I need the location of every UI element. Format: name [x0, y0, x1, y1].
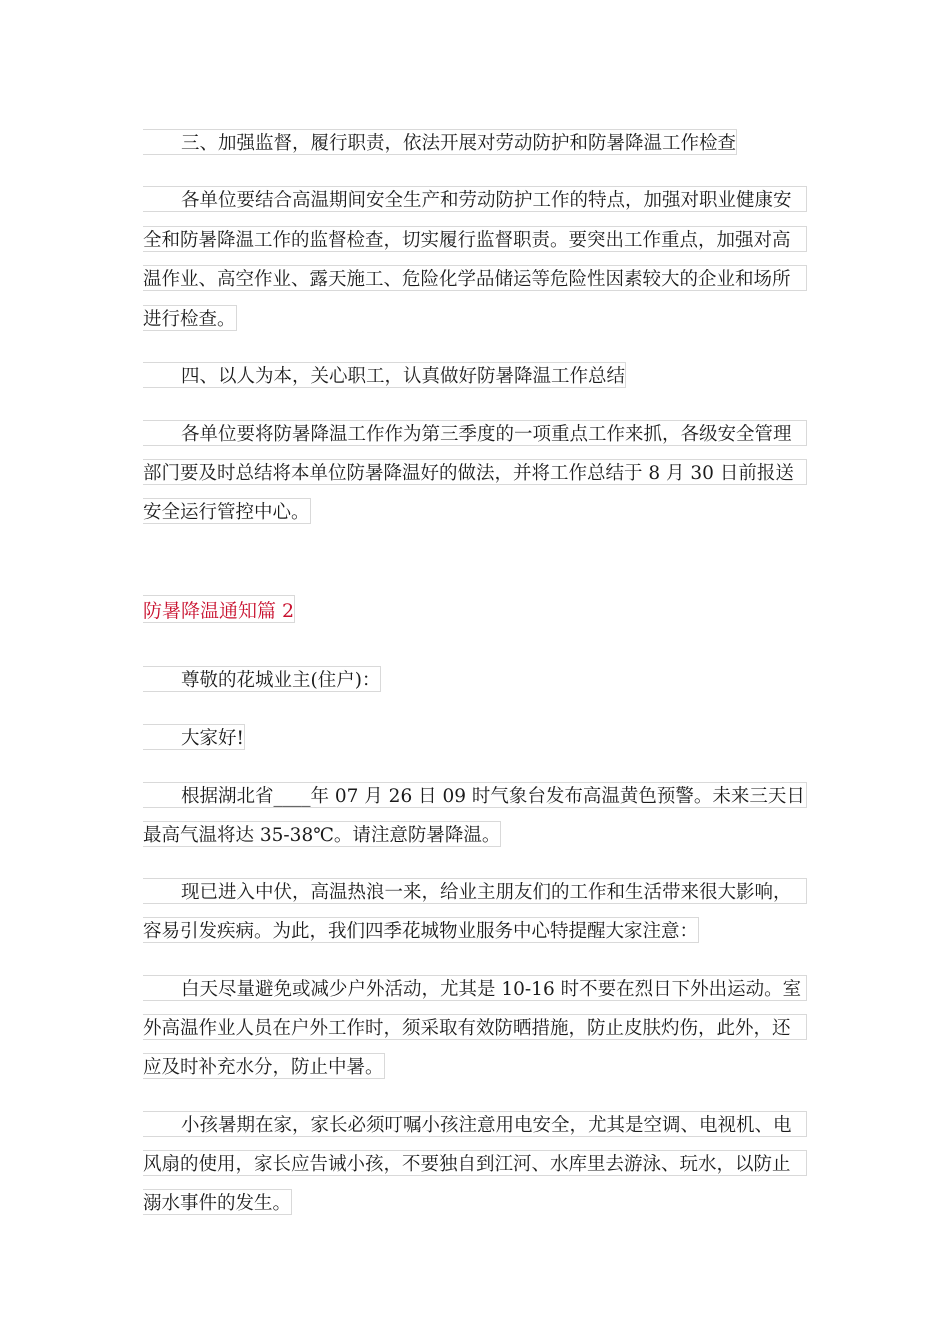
paragraph-line: 安全运行管控中心。 [143, 498, 311, 524]
article-title: 防暑降温通知篇 2 [143, 595, 295, 623]
paragraph-line: 根据湖北省____年 07 月 26 日 09 时气象台发布高温黄色预警。未来三天日 [143, 782, 807, 808]
paragraph-line: 各单位要将防暑降温工作作为第三季度的一项重点工作来抓，各级安全管理 [143, 420, 807, 446]
paragraph-line: 部门要及时总结将本单位防暑降温好的做法，并将工作总结于 8 月 30 日前报送 [143, 459, 807, 485]
paragraph-line: 全和防暑降温工作的监督检查，切实履行监督职责。要突出工作重点，加强对高 [143, 226, 807, 252]
paragraph-line: 最高气温将达 35-38℃。请注意防暑降温。 [143, 821, 501, 847]
section-heading-4: 四、以人为本，关心职工，认真做好防暑降温工作总结 [143, 362, 626, 388]
paragraph-line: 各单位要结合高温期间安全生产和劳动防护工作的特点，加强对职业健康安 [143, 186, 807, 212]
section-heading-3: 三、加强监督，履行职责，依法开展对劳动防护和防暑降温工作检查 [143, 129, 737, 155]
paragraph-line: 现已进入中伏，高温热浪一来，给业主朋友们的工作和生活带来很大影响， [143, 878, 807, 904]
paragraph-line: 小孩暑期在家，家长必须叮嘱小孩注意用电安全，尤其是空调、电视机、电 [143, 1111, 807, 1137]
paragraph-line: 容易引发疾病。为此，我们四季花城物业服务中心特提醒大家注意： [143, 917, 699, 943]
paragraph-line: 温作业、高空作业、露天施工、危险化学品储运等危险性因素较大的企业和场所 [143, 265, 807, 291]
greeting-line: 尊敬的花城业主(住户)： [143, 666, 381, 692]
paragraph-line: 溺水事件的发生。 [143, 1189, 292, 1215]
hello-line: 大家好! [143, 724, 245, 750]
paragraph-line: 应及时补充水分，防止中暑。 [143, 1053, 385, 1079]
paragraph-line: 风扇的使用，家长应告诫小孩，不要独自到江河、水库里去游泳、玩水，以防止 [143, 1150, 807, 1176]
paragraph-line: 白天尽量避免或减少户外活动，尤其是 10-16 时不要在烈日下外出运动。室 [143, 975, 807, 1001]
paragraph-line: 外高温作业人员在户外工作时，须采取有效防晒措施，防止皮肤灼伤，此外，还 [143, 1014, 807, 1040]
paragraph-line: 进行检查。 [143, 305, 237, 331]
